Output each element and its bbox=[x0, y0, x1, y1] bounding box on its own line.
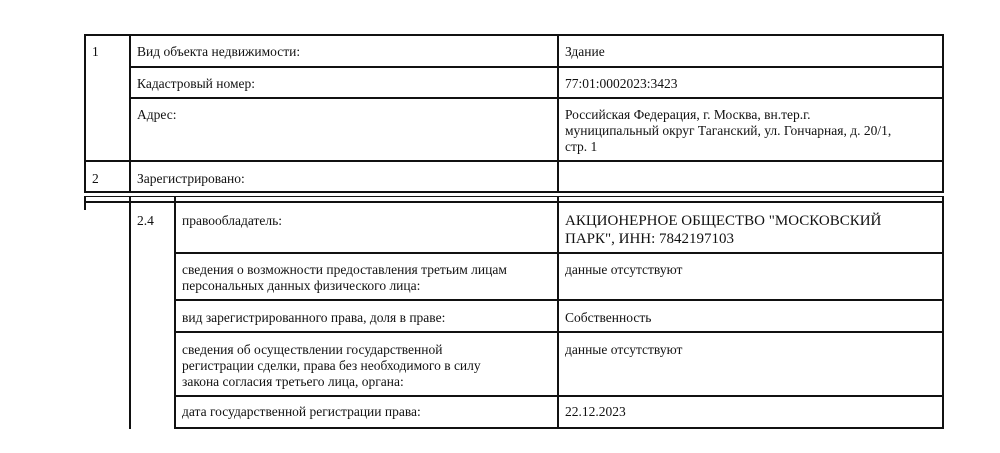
table1-row-divider bbox=[84, 160, 944, 162]
address-value-line-2: муниципальный округ Таганский, ул. Гончарная, д. 20/1, bbox=[565, 123, 892, 138]
table1-bottom-border bbox=[84, 191, 944, 193]
table1-top-border bbox=[84, 34, 944, 36]
subsection-number: 2.4 bbox=[137, 213, 154, 228]
registered-label: Зарегистрировано: bbox=[137, 171, 245, 186]
table2-row-divider bbox=[174, 299, 944, 301]
property-type-label: Вид объекта недвижимости: bbox=[137, 44, 301, 59]
transaction-info-value: данные отсутствуют bbox=[565, 342, 683, 357]
right-holder-value-line-1: АКЦИОНЕРНОЕ ОБЩЕСТВО "МОСКОВСКИЙ bbox=[565, 213, 882, 229]
personal-data-label-line-1: сведения о возможности предоставления третьим лицам bbox=[182, 262, 507, 277]
right-holder-label: правообладатель: bbox=[182, 213, 283, 228]
table1-value-divider bbox=[557, 34, 559, 192]
right-type-label: вид зарегистрированного права, доля в праве: bbox=[182, 310, 446, 325]
address-value-line-1: Российская Федерация, г. Москва, вн.тер.г. bbox=[565, 107, 811, 122]
table2-row-divider bbox=[174, 252, 944, 254]
address-value-line-3: стр. 1 bbox=[565, 139, 598, 154]
section-number: 2 bbox=[92, 171, 99, 186]
table1-row-divider bbox=[129, 66, 944, 68]
table1-row-divider bbox=[129, 97, 944, 99]
table2-left-divider bbox=[129, 196, 131, 429]
personal-data-label-line-2: персональных данных физического лица: bbox=[182, 278, 421, 293]
table2-bottom-border bbox=[174, 427, 944, 429]
cadastral-number-value: 77:01:0002023:3423 bbox=[565, 76, 678, 91]
section-number: 1 bbox=[92, 44, 99, 59]
address-label: Адрес: bbox=[137, 107, 177, 122]
table2-row-divider bbox=[174, 331, 944, 333]
table2-row-divider bbox=[174, 395, 944, 397]
transaction-info-label-line-2: регистрации сделки, права без необходимого в силу bbox=[182, 358, 481, 373]
right-type-value: Собственность bbox=[565, 310, 652, 325]
personal-data-value: данные отсутствуют bbox=[565, 262, 683, 277]
table2-top-border bbox=[84, 196, 944, 197]
table1-left-border bbox=[84, 34, 86, 192]
table1-number-divider bbox=[129, 34, 131, 192]
registration-date-value: 22.12.2023 bbox=[565, 404, 626, 419]
transaction-info-label-line-1: сведения об осуществлении государственной bbox=[182, 342, 443, 357]
property-type-value: Здание bbox=[565, 44, 605, 59]
table2-left-border bbox=[84, 196, 86, 210]
cadastral-number-label: Кадастровый номер: bbox=[137, 76, 256, 91]
table1-right-border bbox=[942, 34, 944, 192]
registration-date-label: дата государственной регистрации права: bbox=[182, 404, 421, 419]
transaction-info-label-line-3: закона согласия третьего лица, органа: bbox=[182, 374, 404, 389]
table2-top-border-inner bbox=[84, 201, 944, 203]
right-holder-value-line-2: ПАРК", ИНН: 7842197103 bbox=[565, 231, 735, 247]
